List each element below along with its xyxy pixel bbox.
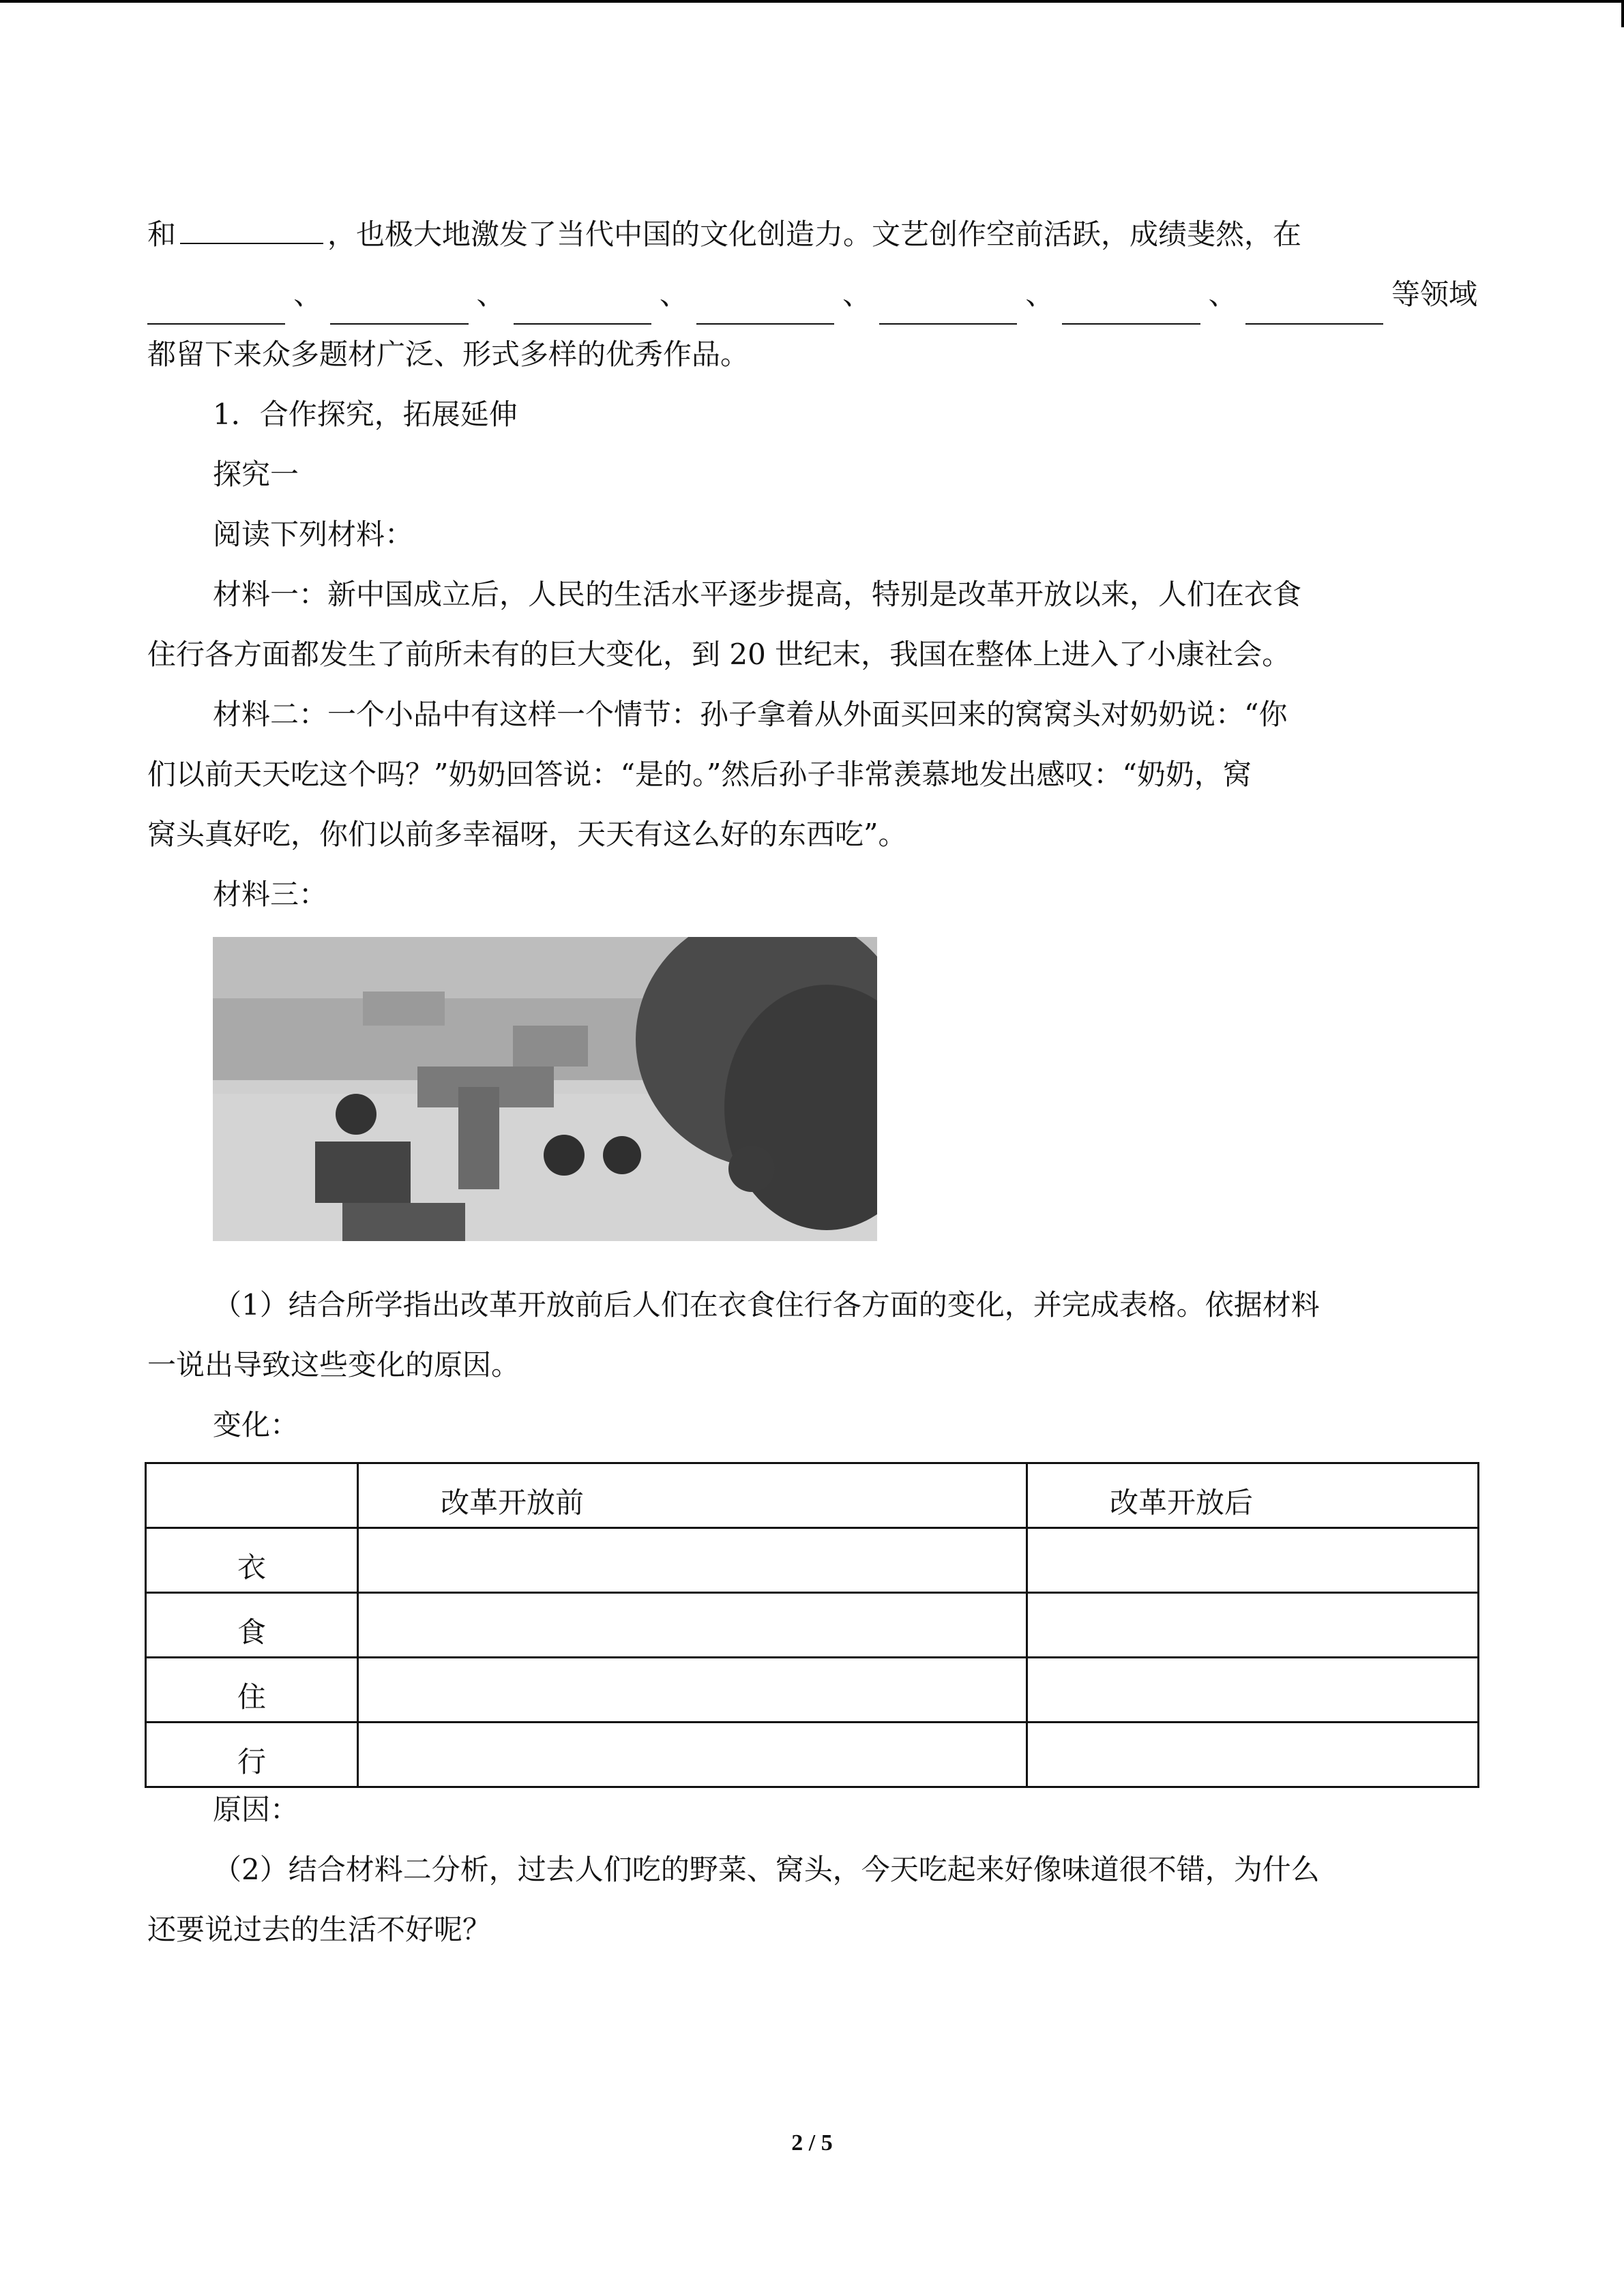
page-corner-mark bbox=[1621, 0, 1624, 27]
material-2-line-3: 窝头真好吃，你们以前多幸福呀，天天有这么好的东西吃”。 bbox=[147, 818, 907, 851]
fill-blank[interactable] bbox=[147, 293, 285, 325]
page-top-border bbox=[0, 0, 1624, 3]
page-number: 2 / 5 bbox=[791, 2130, 833, 2156]
fill-blank[interactable] bbox=[696, 293, 834, 325]
table-cell-answer[interactable] bbox=[1027, 1593, 1479, 1658]
material-1-line-2: 住行各方面都发生了前所未有的巨大变化，到 20 世纪末，我国在整体上进入了小康社会。 bbox=[147, 638, 1291, 671]
intro-text: 和 bbox=[147, 218, 177, 251]
table-cell-answer[interactable] bbox=[358, 1658, 1027, 1723]
table-header-cell bbox=[146, 1463, 358, 1528]
question-1-line-1: （1）结合所学指出改革开放前后人们在衣食住行各方面的变化，并完成表格。依据材料 bbox=[213, 1288, 1320, 1322]
table-row bbox=[146, 1723, 1479, 1787]
separator: 、 bbox=[1208, 278, 1237, 311]
document-body bbox=[147, 205, 1477, 925]
street-traffic-photo bbox=[213, 937, 877, 1241]
intro-line-1 bbox=[147, 205, 1477, 265]
table-row-label: 住 bbox=[146, 1658, 358, 1723]
intro-text: ，也极大地激发了当代中国的文化创造力。文艺创作空前活跃，成绩斐然，在 bbox=[327, 218, 1302, 251]
question-2-block bbox=[147, 1780, 1477, 1960]
table-cell-answer[interactable] bbox=[1027, 1658, 1479, 1723]
separator: 、 bbox=[842, 278, 872, 311]
fill-blank[interactable] bbox=[879, 293, 1017, 325]
table-cell-answer[interactable] bbox=[358, 1723, 1027, 1787]
separator: 、 bbox=[1025, 278, 1054, 311]
fill-blank[interactable] bbox=[330, 293, 468, 325]
table-cell-answer[interactable] bbox=[1027, 1723, 1479, 1787]
fill-blank[interactable] bbox=[180, 213, 323, 244]
question-2-line-2: 还要说过去的生活不好呢？ bbox=[147, 1913, 492, 1946]
table-header-cell: 改革开放后 bbox=[1027, 1463, 1479, 1528]
intro-line-2 bbox=[147, 265, 1477, 325]
intro-line-3: 都留下来众多题材广泛、形式多样的优秀作品。 bbox=[147, 338, 750, 371]
section-heading: 1．合作探究，拓展延伸 bbox=[213, 398, 518, 431]
table-row-label: 衣 bbox=[146, 1528, 358, 1593]
table-header-row bbox=[146, 1463, 1479, 1528]
table-cell-answer[interactable] bbox=[1027, 1528, 1479, 1593]
table-row bbox=[146, 1528, 1479, 1593]
table-cell-answer[interactable] bbox=[358, 1528, 1027, 1593]
question-2-line-1: （2）结合材料二分析，过去人们吃的野菜、窝头，今天吃起来好像味道很不错，为什么 bbox=[213, 1853, 1320, 1886]
question-1-block bbox=[147, 1275, 1477, 1455]
fill-blank[interactable] bbox=[1062, 293, 1200, 325]
material-2-line-2: 们以前天天吃这个吗？”奶奶回答说：“是的。”然后孙子非常羡慕地发出感叹：“奶奶，窝 bbox=[147, 758, 1252, 791]
separator: 、 bbox=[476, 278, 505, 311]
comparison-table bbox=[145, 1462, 1479, 1788]
fill-blank[interactable] bbox=[514, 293, 651, 325]
read-prompt: 阅读下列材料： bbox=[213, 518, 414, 551]
table-row bbox=[146, 1658, 1479, 1723]
table-row-label: 行 bbox=[146, 1723, 358, 1787]
separator: 、 bbox=[659, 278, 688, 311]
table-header-cell: 改革开放前 bbox=[358, 1463, 1027, 1528]
material-1-line-1: 材料一：新中国成立后，人民的生活水平逐步提高，特别是改革开放以来，人们在衣食 bbox=[213, 578, 1302, 611]
table-row bbox=[146, 1593, 1479, 1658]
intro-text: 等领域 bbox=[1391, 278, 1477, 311]
explore-label: 探究一 bbox=[213, 458, 299, 491]
fill-blank[interactable] bbox=[1245, 293, 1383, 325]
change-label: 变化： bbox=[213, 1408, 299, 1442]
table-cell-answer[interactable] bbox=[358, 1593, 1027, 1658]
material-3-label: 材料三： bbox=[213, 878, 328, 911]
material-2-line-1: 材料二：一个小品中有这样一个情节：孙子拿着从外面买回来的窝窝头对奶奶说：“你 bbox=[213, 698, 1288, 731]
question-1-line-2: 一说出导致这些变化的原因。 bbox=[147, 1348, 520, 1382]
separator: 、 bbox=[293, 278, 323, 311]
reason-label: 原因： bbox=[213, 1793, 299, 1826]
table-row-label: 食 bbox=[146, 1593, 358, 1658]
